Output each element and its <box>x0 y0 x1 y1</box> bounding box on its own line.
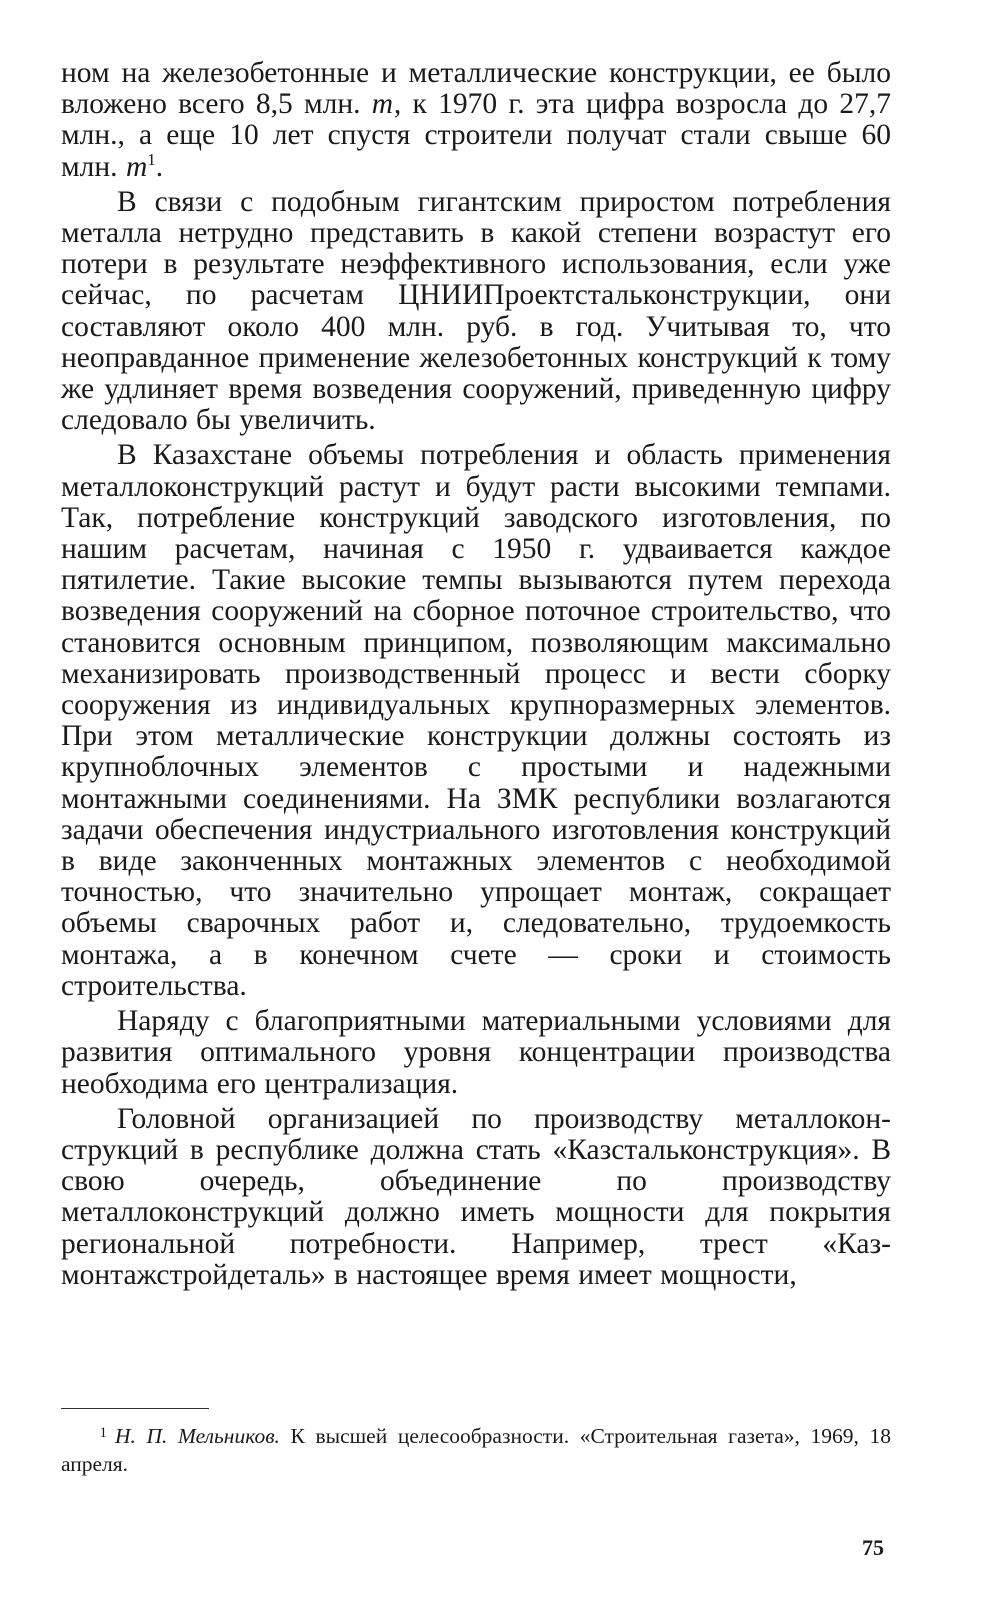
paragraph-2: В связи с подобным гигантским приростом потребления металла нетрудно представить в какой степени возрастут его потери в результате неэффективного использования, если уже сейчас, по расчетам ЦНИИПроектстальконструкции, они составляют около 400 млн. руб. в год. Учитывая то, что неоправданное применение железобетонных конструкций к тому же удлиняет время возведения сооружений, приведенную цифру следовало бы увеличить. <box>61 185 891 437</box>
paragraph-4: Наряду с благоприятными материальными условиями для развития оптимального уровня концентрации производства необходима его централизация. <box>61 1005 891 1100</box>
footnote-mark: 1 <box>99 1425 107 1441</box>
footnote <box>61 1419 891 1478</box>
page-number: 75 <box>862 1535 884 1560</box>
footnote-text: К высшей целесообразности. «Строительная газета», 1969, 18 апреля. <box>61 1424 892 1476</box>
footnote-reference[interactable]: 1 <box>147 149 156 169</box>
page-body <box>61 58 891 1291</box>
unit-ton: т, <box>371 88 402 121</box>
footnote-author: Н. П. Мельников. <box>115 1424 280 1448</box>
paragraph-1-text-c: . <box>155 150 164 183</box>
paragraph-1 <box>61 58 891 183</box>
paragraph-1-text-a: ном на железобетонные и металлические конструкции, ее было вложено всего 8,5 млн. <box>61 57 891 121</box>
paragraph-5: Головной организацией по производству металлоконструкций в республике должна стать «Казстальконструкция». В свою очередь, объединение по производству металлоконструкций должно иметь мощности для покрытия региональной потребности. Например, трест «Казмонтажстройдеталь» в настоящее время имеет мощности, <box>61 1102 891 1291</box>
paragraph-3: В Казахстане объемы потребления и область применения металлоконструкций растут и будут расти высокими темпами. Так, потребление конструкций заводского изготовления, по нашим расчетам, начиная с 1950 г. удваивается каждое пятилетие. Такие высокие темпы вызываются путем перехода возведения сооружений на сборное поточное строительство, что становится основным принципом, позволяющим максимально механизировать производственный процесс и вести сборку сооружения из индивидуальных крупноразмерных элементов. При этом металлические конструкции должны состоять из крупноблочных элементов с простыми и надежными монтажными соединениями. На ЗМК республики возлагаются задачи обеспечения индустриального изготовления конструкций в виде законченных монтажных элементов с необходимой точностью, что значительно упрощает монтаж, сокращает объемы сварочных работ и, следовательно, трудоемкость монтажа, а в конечном счете — сроки и стоимость строительства. <box>61 439 891 1002</box>
unit-ton: т <box>125 150 148 183</box>
footnote-divider <box>61 1408 209 1409</box>
paragraph-1-text-b: к 1970 г. эта цифра возросла до 27,7 млн., а еще 10 лет спустя строители получат стали свыше 60 млн. <box>61 88 891 183</box>
